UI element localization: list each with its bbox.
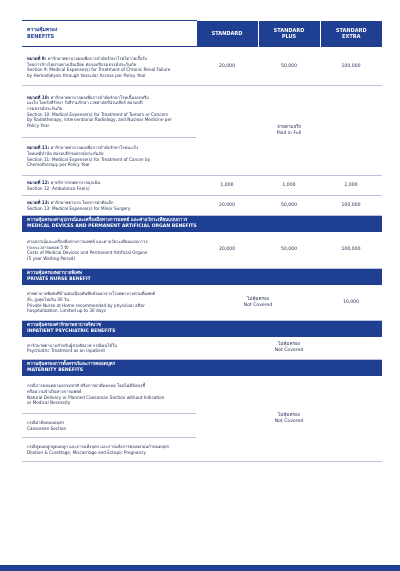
- section-title-thai: ความคุ้มครองการตั้งครรภ์และการคลอดบุตร: [27, 361, 116, 367]
- value-thai: จ่ายตามจริง: [277, 124, 301, 130]
- desc-line: ค่ารักษาพยาบาล โดยการผ่าตัดเล็ก: [50, 200, 114, 206]
- footer-band: [0, 565, 400, 571]
- desc-line: มะเร็ง โดยรังสีรักษา รังสีร่วมรักษา เวชศาสตร์นิวเคลียร์ ต่อรอบปี: [27, 100, 143, 106]
- benefit-description: [22, 176, 196, 196]
- table-row-section-10: [22, 86, 382, 138]
- table-row-medical-devices: [22, 232, 382, 268]
- benefit-description: [22, 414, 196, 438]
- desc-line: Private Nurse at Home recommended by physician after: [27, 302, 145, 308]
- value-not-covered: [196, 285, 320, 321]
- section-number: หมวดที่ 10:: [27, 94, 50, 100]
- plan-standard-extra-header: [320, 21, 382, 47]
- benefit-description: [22, 337, 196, 359]
- section-header-maternity: [22, 359, 382, 376]
- desc-line: ค่าพยาบาลพิเศษที่บ้านต่อเนื่องทันทีหลังออกจากโรงพยาบาลตามที่แพทย์: [27, 291, 156, 297]
- desc-line: ค่ารักษาพยาบาลผลเพื่อการบำบัดรักษาโรคมะเร็ง: [50, 145, 139, 151]
- desc-line: Chemotherapy per Policy Year: [27, 162, 90, 168]
- section-number: หมวดที่ 11:: [27, 145, 50, 151]
- value-english: Not Covered: [274, 418, 304, 424]
- benefit-description: [22, 285, 196, 321]
- desc-line: or Medical Necessity: [27, 400, 71, 406]
- plan-standard-header: [196, 21, 258, 47]
- benefit-description: [22, 232, 196, 268]
- section-number: หมวดที่ 13:: [27, 200, 50, 206]
- desc-line: Policy Year: [27, 122, 50, 128]
- section-header-private-nurse: [22, 268, 382, 285]
- desc-line: Natural Delivery or Planned Caesarean Section without Indication: [27, 394, 165, 400]
- value-standard-extra: 2,000: [320, 176, 382, 196]
- desc-line: Dilation & Curettage, Miscarriage and Ectopic Pregnancy: [27, 449, 146, 455]
- value-standard: 1,000: [196, 176, 258, 196]
- value-standard-plus: 50,000: [258, 196, 320, 216]
- benefits-column-header: [22, 21, 196, 47]
- desc-line: สั่ง, สูงสุดไม่เกิน 30 วัน: [27, 297, 70, 303]
- plan-label: STANDARD: [335, 27, 367, 34]
- section-number: หมวดที่ 9:: [27, 56, 47, 62]
- desc-line: by Radiotherapy, Interventional Radiology, and Nuclear Medicine per: [27, 117, 172, 123]
- section-title-english: MEDICAL DEVICES AND PERMANENT ARTIFICIAL ORGAN BENEFITS: [27, 224, 197, 230]
- desc-line: โดยเคมีบำบัด ต่อรอบปีกรมธรรม์ประกันภัย: [27, 150, 104, 156]
- desc-line: กรณีการคลอดตามธรรมชาติ หรือการผ่าตัดคลอด โดยไม่มีข้อบ่งชี้: [27, 383, 146, 389]
- desc-line: ค่าอุปกรณ์และเครื่องมือทางการแพทย์ และค่าอวัยวะเทียมแบบถาวร: [27, 238, 148, 244]
- desc-line: ค่ารักษาพยาบาลผลเพื่อการบำบัดรักษาโรคเนื้องอกหรือ: [50, 94, 149, 100]
- benefits-header-thai: ความคุ้มครอง: [27, 26, 58, 33]
- desc-line: Section 12: Ambulance Fee(s): [27, 185, 90, 191]
- section-title-english: INPATIENT PSYCHIATRIC BENEFITS: [27, 329, 116, 335]
- benefit-description: [22, 376, 196, 414]
- value-standard-plus: 50,000: [258, 50, 320, 86]
- value-standard-plus: 50,000: [258, 232, 320, 268]
- table-row-maternity-natural: [22, 376, 382, 414]
- desc-line: (5 year Waiting Period): [27, 255, 76, 261]
- benefit-description: [22, 138, 196, 176]
- desc-line: กรณีผ่าตัดคลอดบุตร: [27, 420, 65, 426]
- value-standard-plus: 1,000: [258, 176, 320, 196]
- value-not-covered: [196, 376, 382, 462]
- desc-line: Section 9: Medical Expense(s) for Treatment of Chronic Renal Failure: [27, 67, 171, 73]
- plan-label: STANDARD: [273, 27, 305, 34]
- desc-line: by Hemodialysis through Vascular Access per Policy Year: [27, 72, 146, 78]
- table-row-section-13: [22, 196, 382, 216]
- value-english: Paid in Full: [276, 130, 302, 136]
- section-title-english: PRIVATE NURSE BENEFIT: [27, 276, 91, 282]
- value-standard-extra: 100,000: [320, 232, 382, 268]
- section-header-medical-devices: [22, 216, 382, 233]
- desc-line: Section 13: Medical Expense(s) for Minor Surgery: [27, 205, 131, 211]
- section-title-english: MATERNITY BENEFITS: [27, 367, 84, 373]
- desc-line: (ระยะเวลารอคอย 5 ปี): [27, 244, 69, 250]
- value-standard: 20,000: [196, 196, 258, 216]
- table-row-psychiatric: [22, 337, 382, 359]
- section-title-thai: ความคุ้มครองพยาบาลพิเศษ: [27, 270, 83, 276]
- plan-standard-plus-header: [258, 21, 320, 47]
- benefit-description: [22, 50, 196, 86]
- desc-line: โดยการล้างไตผ่านทางเส้นเลือด ต่อรอบปีกรมธรรม์ประกันภัย: [27, 61, 137, 67]
- table-row-section-12: [22, 176, 382, 196]
- value-standard-extra: 10,000: [320, 285, 382, 321]
- table-header: [22, 21, 382, 47]
- value-english: Not Covered: [274, 348, 304, 354]
- desc-line: ค่ารักษาพยาบาลผลเพื่อการบำบัดรักษาโรคไตวายเรื้อรัง: [47, 56, 147, 62]
- benefit-description: [22, 86, 196, 138]
- desc-line: hospitalization, Limited up to 30 days: [27, 308, 106, 314]
- benefits-header-english: BENEFITS: [27, 33, 55, 40]
- desc-line: Caesarean Section: [27, 425, 67, 431]
- value-not-covered: [196, 337, 382, 359]
- section-title-thai: ความคุ้มครองค่ารักษาพยาบาลจิตเวช: [27, 323, 101, 329]
- value-standard-extra: 100,000: [320, 50, 382, 86]
- value-standard: 20,000: [196, 50, 258, 86]
- desc-line: ค่ารักษาพยาบาลสำหรับผู้ป่วยจิตเวช กรณีคนไข้ใน: [27, 342, 118, 348]
- desc-line: Section 11: Medical Expense(s) for Treatment of Cancer by: [27, 156, 151, 162]
- section-number: หมวดที่ 12:: [27, 180, 50, 185]
- desc-line: หรือความจำเป็นทางการแพทย์: [27, 389, 82, 395]
- value-thai: ไม่คุ้มครอง: [278, 412, 300, 418]
- benefit-description: [22, 196, 196, 216]
- desc-line: Psychiatric Treatment as an Inpatient: [27, 348, 106, 354]
- section-title-thai: ความคุ้มครองค่าอุปกรณ์และเครื่องมือทางการแพทย์ และค่าอวัยวะเทียมแบบถาวร: [27, 218, 188, 224]
- value-thai: ไม่คุ้มครอง: [278, 342, 300, 348]
- value-paid-in-full: [196, 86, 382, 176]
- value-standard-extra: 100,000: [320, 196, 382, 216]
- benefits-table: [22, 20, 382, 462]
- benefit-description: [22, 438, 196, 462]
- desc-line: Section 10: Medical Expense(s) for Treatment of Tumors or Cancers: [27, 111, 168, 117]
- desc-line: Costs of Medical Devices and Permanent Artificial Organs: [27, 250, 148, 256]
- plan-label-sub: EXTRA: [342, 33, 361, 40]
- plan-label: STANDARD: [211, 30, 243, 37]
- desc-line: ค่าบริการรถพยาบาลฉุกเฉิน: [50, 180, 101, 185]
- value-standard: 20,000: [196, 232, 258, 268]
- value-english: Not Covered: [243, 302, 273, 308]
- table-row-section-9: [22, 50, 382, 86]
- desc-line: กรณีขูดมดลูกดูดมดลูก และการแท้งบุตร และการแท้งการคลอดก่อนกำหนดบุตร: [27, 444, 169, 450]
- value-thai: ไม่คุ้มครอง: [247, 296, 269, 302]
- table-row-private-nurse: [22, 285, 382, 321]
- desc-line: กรมธรรม์ประกันภัย: [27, 105, 63, 111]
- plan-label-sub: PLUS: [281, 33, 297, 40]
- section-header-psychiatric: [22, 321, 382, 338]
